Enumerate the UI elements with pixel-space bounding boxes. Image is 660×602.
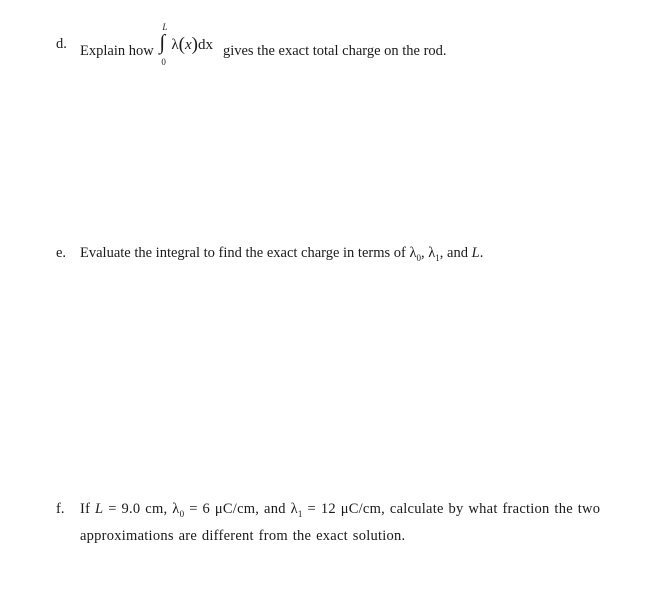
lambda-zero-subscript: 0 — [179, 508, 185, 519]
question-f-if: If — [80, 501, 96, 517]
question-d-prefix: Explain how — [80, 43, 154, 59]
lambda-one-subscript: 1 — [297, 508, 303, 519]
question-f-letter: f. — [56, 501, 65, 517]
integrand-lambda: λ — [171, 37, 179, 53]
question-e-text — [80, 242, 483, 269]
integrand-close-paren: ) — [191, 34, 198, 55]
question-e-and: , and — [439, 245, 472, 261]
integrand-variable: x — [184, 37, 192, 53]
lambda-one: λ — [290, 501, 298, 517]
question-e-period: . — [479, 245, 484, 261]
variable-L: L — [471, 245, 480, 261]
lambda-one-subscript: 1 — [435, 252, 440, 263]
lambda-one: λ — [428, 245, 436, 261]
length-value: = 9.0 cm, — [103, 501, 173, 517]
integral-sign: ∫ — [159, 30, 166, 54]
question-f-text — [80, 498, 600, 547]
lambda-zero: λ — [409, 245, 417, 261]
lambda-zero-value: = 6 μC/cm, and — [184, 501, 291, 517]
question-e-letter: e. — [56, 245, 67, 261]
variable-L: L — [95, 501, 104, 517]
integral-lower-limit: 0 — [161, 57, 166, 67]
question-e-comma: , — [421, 245, 429, 261]
question-d-letter: d. — [56, 36, 67, 52]
question-f-line-1 — [80, 498, 600, 525]
integrand-differential: dx — [197, 37, 213, 53]
integral-upper-limit: L — [162, 22, 168, 32]
lambda-one-value: = 12 μC/cm, calculate by what fraction the two — [302, 501, 601, 517]
question-d-suffix: gives the exact total charge on the rod. — [222, 43, 447, 59]
lambda-zero: λ — [172, 501, 180, 517]
question-f-line-2: approximations are different from the exact solution. — [80, 527, 406, 544]
integral-expression — [157, 22, 219, 67]
integrand — [171, 33, 213, 56]
lambda-zero-subscript: 0 — [416, 252, 422, 263]
integrand-open-paren: ( — [178, 34, 185, 55]
question-e-body: Evaluate the integral to find the exact charge in terms of — [80, 245, 410, 261]
question-d-text — [80, 22, 447, 67]
